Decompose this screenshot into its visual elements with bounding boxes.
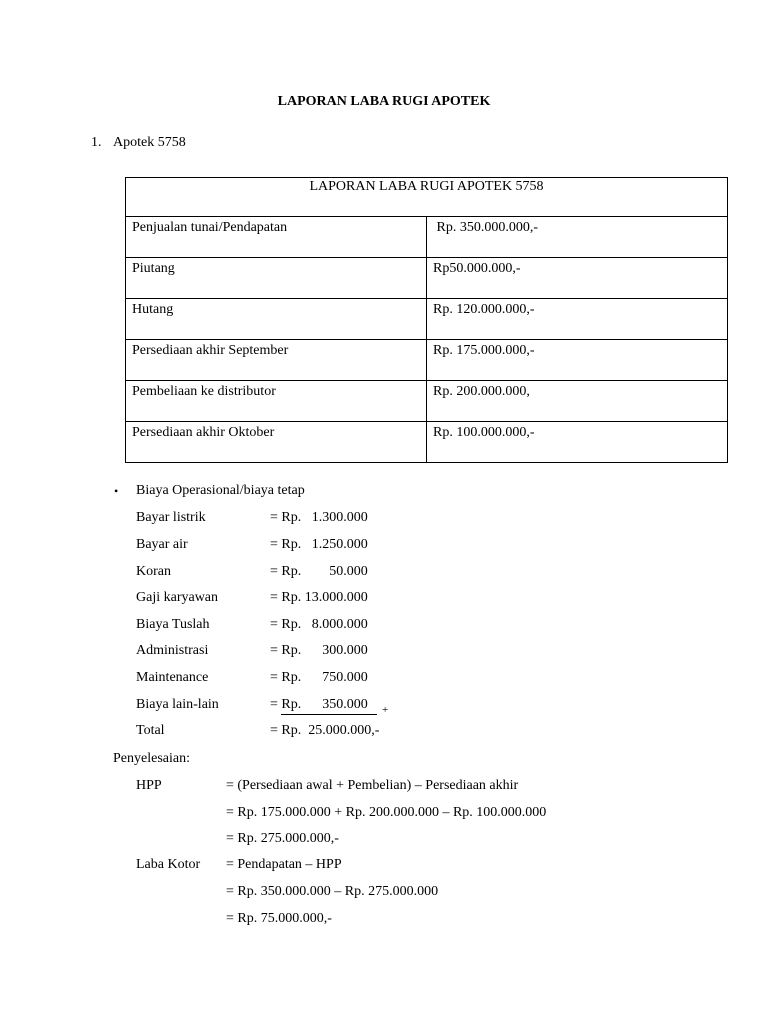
table-row [126, 217, 728, 258]
calc-value: = Rp. 75.000.000,- [226, 911, 332, 926]
cost-label: Maintenance [136, 670, 209, 685]
cost-value: = Rp. 750.000 [270, 670, 368, 685]
plus-sign: + [382, 704, 389, 716]
table-row [126, 258, 728, 299]
cost-total-value: = Rp. 25.000.000,- [270, 723, 380, 738]
table-row [126, 299, 728, 340]
table-cell-label: Pembeliaan ke distributor [126, 381, 427, 422]
calc-value: = Pendapatan – HPP [226, 857, 342, 872]
cost-value: = Rp. 300.000 [270, 643, 368, 658]
table-row [126, 422, 728, 463]
table-row [126, 340, 728, 381]
table-cell-value: Rp. 200.000.000, [427, 381, 728, 422]
table-caption-row [126, 178, 728, 217]
calc-value: = Rp. 175.000.000 + Rp. 200.000.000 – Rp. 100.000.000 [226, 805, 547, 820]
list-item-text: Apotek 5758 [113, 135, 186, 150]
bullet-icon: • [114, 484, 119, 498]
table-cell-label: Piutang [126, 258, 427, 299]
table-row [126, 381, 728, 422]
cost-label: Bayar listrik [136, 510, 206, 525]
sum-underline [281, 714, 377, 715]
cost-label: Administrasi [136, 643, 209, 658]
table-cell-label: Persediaan akhir September [126, 340, 427, 381]
table-cell-label: Hutang [126, 299, 427, 340]
table-caption: LAPORAN LABA RUGI APOTEK 5758 [126, 178, 728, 217]
cost-value: = Rp. 350.000 [270, 697, 368, 712]
cost-label: Koran [136, 564, 171, 579]
table-cell-value: Rp. 100.000.000,- [427, 422, 728, 463]
solution-heading: Penyelesaian: [113, 751, 190, 766]
table-cell-value: Rp. 175.000.000,- [427, 340, 728, 381]
cost-label: Gaji karyawan [136, 590, 219, 605]
cost-value: = Rp. 1.300.000 [270, 510, 368, 525]
calc-value: = (Persediaan awal + Pembelian) – Persediaan akhir [226, 778, 519, 793]
table-cell-value: Rp. 120.000.000,- [427, 299, 728, 340]
calc-value: = Rp. 275.000.000,- [226, 831, 339, 846]
calc-value: = Rp. 350.000.000 – Rp. 275.000.000 [226, 884, 439, 899]
document-title: LAPORAN LABA RUGI APOTEK [277, 94, 491, 109]
cost-total-label: Total [136, 723, 165, 738]
cost-value: = Rp. 50.000 [270, 564, 368, 579]
list-item-number: 1. [91, 135, 102, 150]
table-cell-label: Penjualan tunai/Pendapatan [126, 217, 427, 258]
cost-value: = Rp. 13.000.000 [270, 590, 368, 605]
cost-value: = Rp. 8.000.000 [270, 617, 368, 632]
calc-label: Laba Kotor [136, 857, 201, 872]
table-cell-value: Rp50.000.000,- [427, 258, 728, 299]
cost-value: = Rp. 1.250.000 [270, 537, 368, 552]
table-cell-value: Rp. 350.000.000,- [427, 217, 728, 258]
table-cell-label: Persediaan akhir Oktober [126, 422, 427, 463]
cost-label: Biaya Tuslah [136, 617, 210, 632]
cost-label: Bayar air [136, 537, 188, 552]
cost-label: Biaya lain-lain [136, 697, 219, 712]
calc-label: HPP [136, 778, 162, 793]
report-table [125, 177, 728, 463]
costs-heading: Biaya Operasional/biaya tetap [136, 483, 305, 498]
